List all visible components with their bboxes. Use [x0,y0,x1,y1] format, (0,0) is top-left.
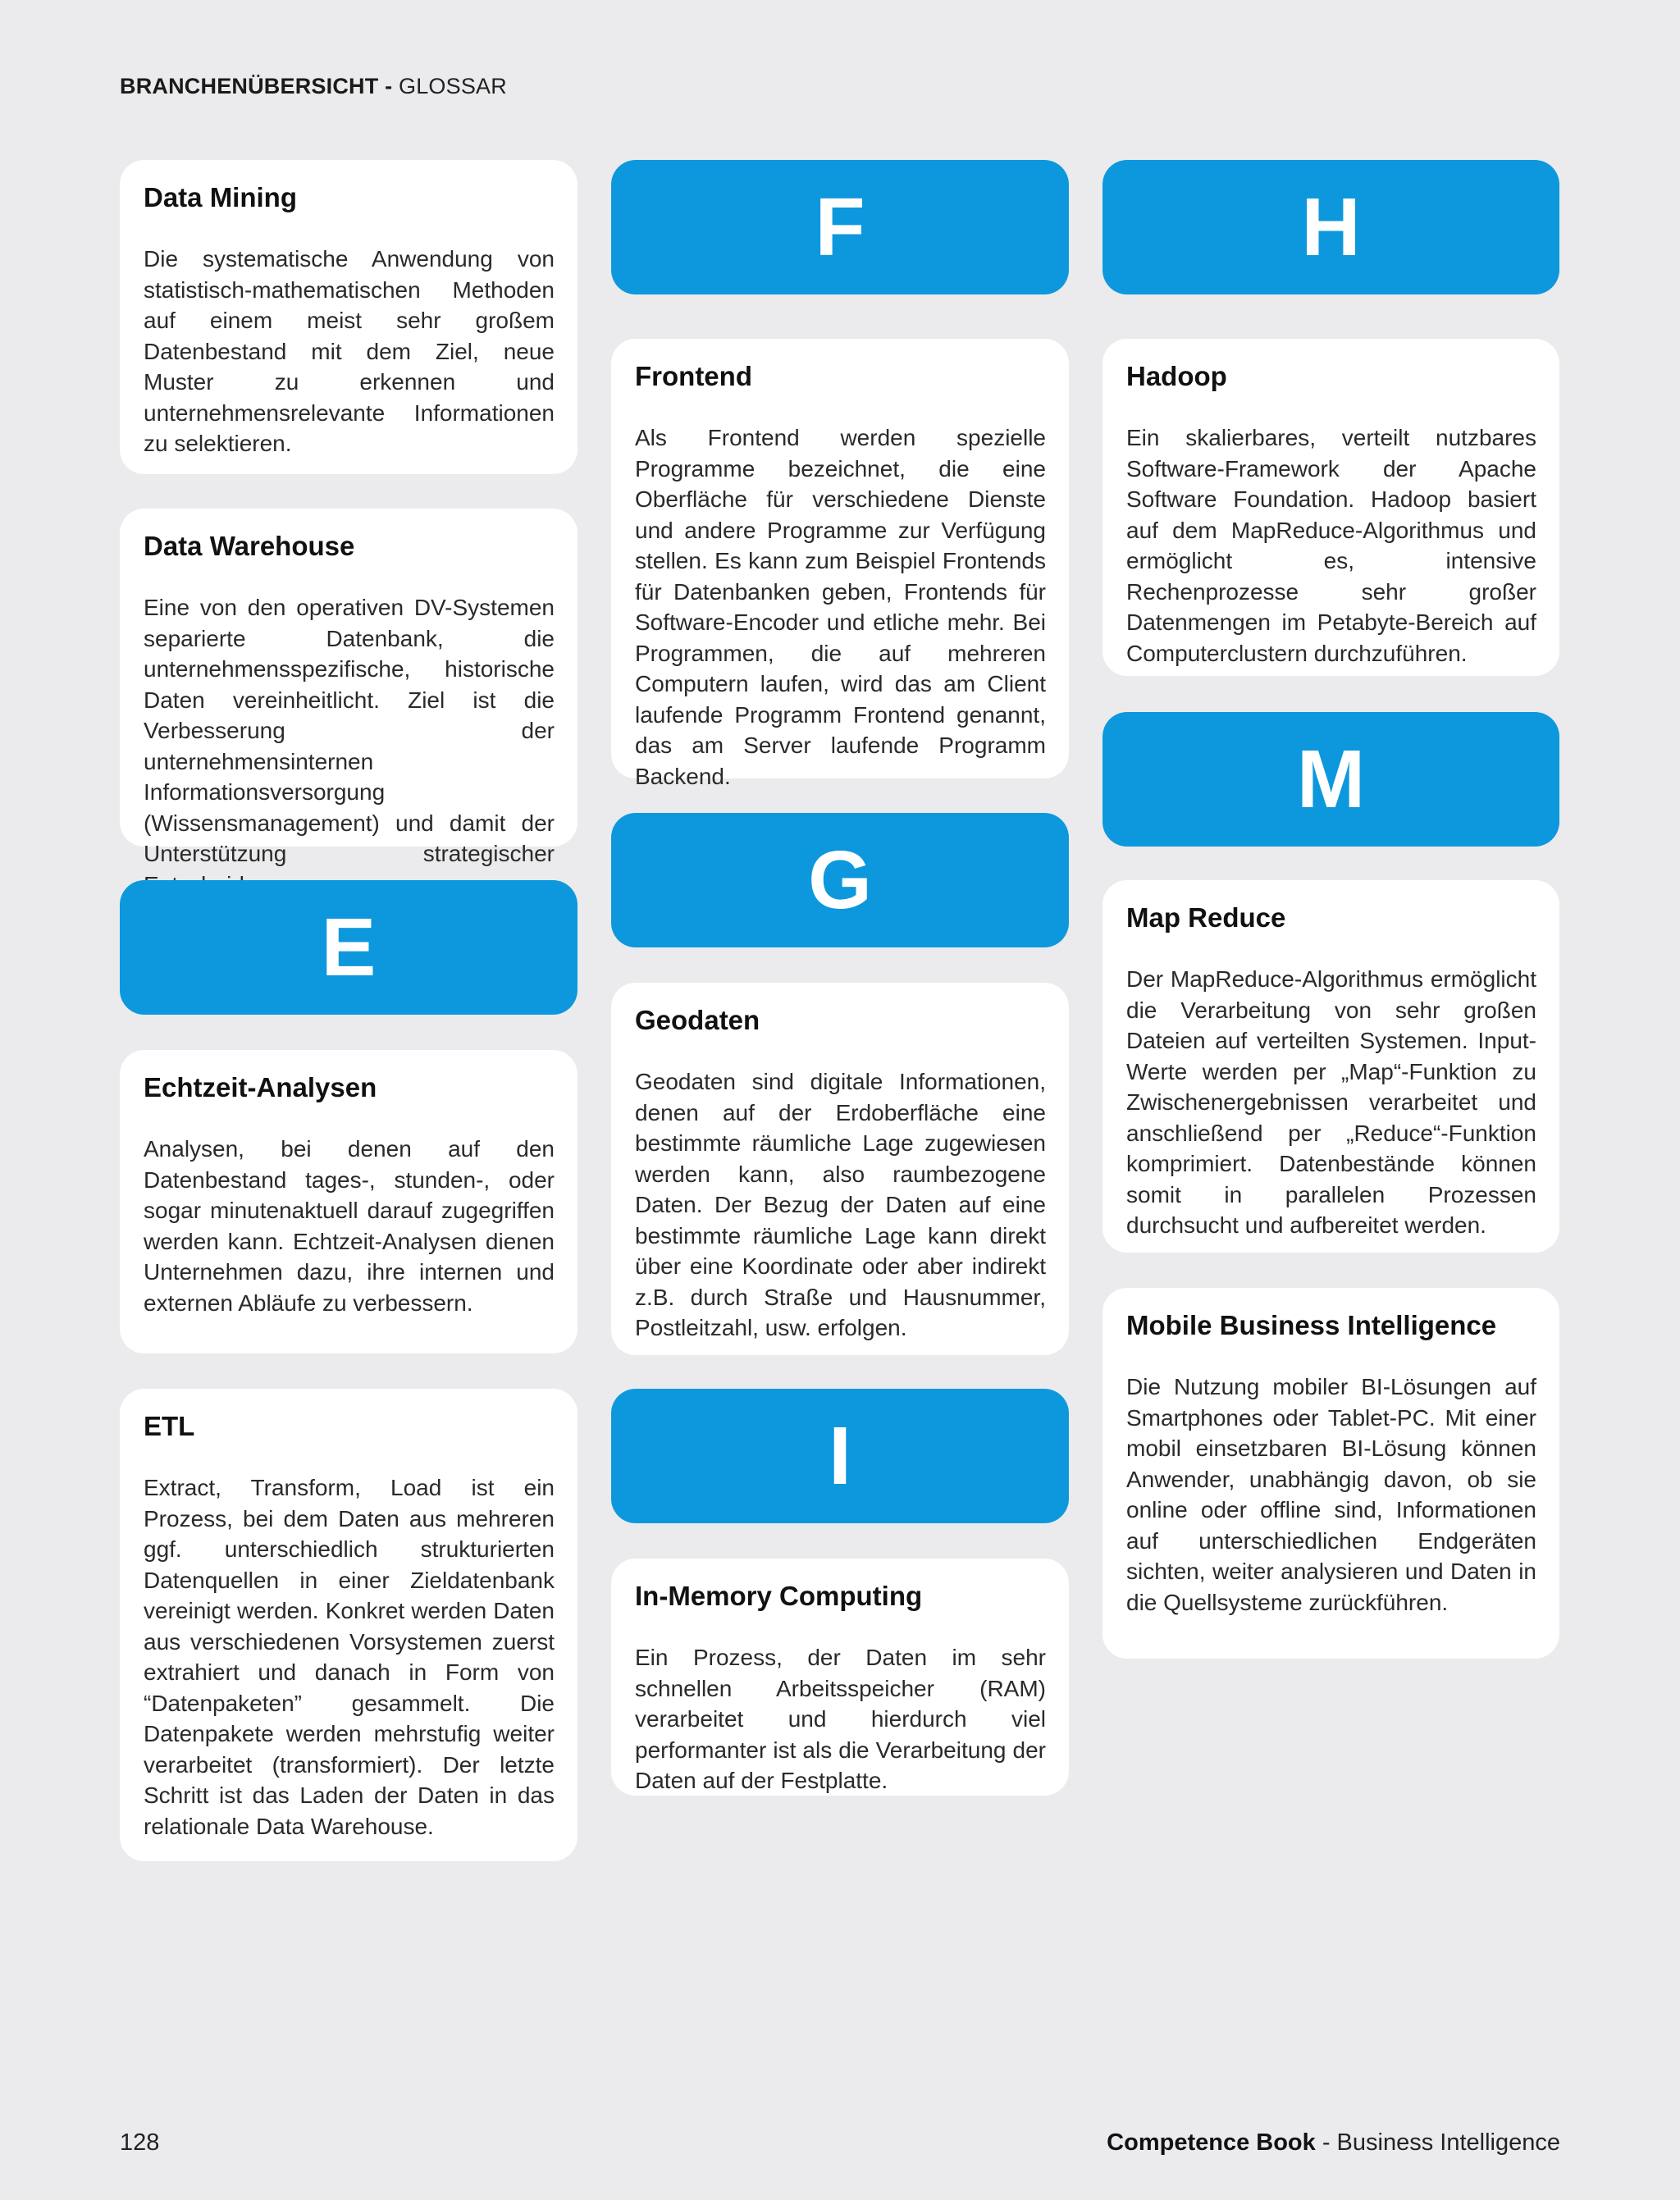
entry-text: Als Frontend werden spezielle Programme bezeichnet, die eine Oberfläche für verschiedene Dienste und andere Programme zur Verfügung stellen. Es kann zum Beispiel Frontends für Datenbanken geben, Frontends für Software-Encoder und etliche mehr. Bei Programmen, die auf mehreren Computern laufen, wird das am Client laufende Programm Frontend genannt, das am Server laufende Programm Backend. [635,425,1046,789]
entry-title: ETL [144,1411,195,1441]
entry-title: Frontend [635,361,752,391]
book-topic: Business Intelligence [1336,2129,1560,2156]
glossary-card-hadoop [1102,339,1559,676]
letter-heading-h: H [1102,160,1559,294]
letter-heading-i: I [611,1389,1069,1523]
header-section: BRANCHENÜBERSICHT [120,74,379,98]
entry-title: In-Memory Computing [635,1581,923,1611]
glossary-card-in-memory-computing [611,1559,1069,1796]
letter-heading-m: M [1102,712,1559,847]
book-title: Competence Book [1107,2129,1316,2156]
entry-text: Eine von den operativen DV-Systemen separierte Datenbank, die unternehmensspezifische, historische Daten vereinheitlicht. Ziel ist die Verbesserung der unternehmensinternen Informationsversorgung (Wissensmanagement) und damit der Unterstützung strategischer [144,595,555,866]
entry-title: Map Reduce [1126,902,1286,933]
entry-text: Extract, Transform, Load ist ein Prozess, bei dem Daten aus mehreren ggf. unterschiedlich strukturierten Datenquellen in einer Zieldatenbank vereinigt werden. Konkret werden Daten aus verschiedenen Vorsystemen zuerst extrahiert und danach in Form von “Datenpaketen” gesammelt. Die Datenpakete werden mehrstufig weiter verarbeitet (transformiert). Der letzte Schritt ist das Laden der Daten in das relationale Data Warehouse. [144,1475,555,1839]
entry-title: Data Mining [144,182,297,212]
entry-text: Der MapReduce-Algorithmus ermöglicht die Verarbeitung von sehr großen Dateien auf verteilten Systemen. Input-Werte werden per „Map“-Funktion zu Zwischenergebnissen verarbeitet und anschließend per „Reduce“-Funktion komprimiert. Datenbestände können somit in parallelen Prozessen durchsucht und aufbereitet werden. [1126,966,1536,1238]
entry-text: Die Nutzung mobiler BI-Lösungen auf Smartphones oder Tablet-PC. Mit einer mobil einsetzbaren BI-Lösung können Anwender, unabhängig davon, ob sie online oder offline sind, Informationen auf unterschiedlichen Endgeräten sichten, weiter analysieren und Daten in die Quellsysteme zurückführen. [1126,1374,1536,1615]
entry-text: Ein skalierbares, verteilt nutzbares Software-Framework der Apache Software Foundation. Hadoop basiert auf dem MapReduce-Algorithmus und ermöglicht es, intensive Rechenprozesse sehr großer Datenmengen im Petabyte-Bereich auf Computerclustern durchzuführen. [1126,425,1536,666]
entry-title: Echtzeit-Analysen [144,1072,377,1102]
entry-title: Geodaten [635,1005,760,1035]
footer-separator: - [1315,2129,1337,2156]
glossary-card-map-reduce [1102,880,1559,1253]
entry-title: Mobile Business Intelligence [1126,1310,1497,1340]
letter-heading-f: F [611,160,1069,294]
glossary-card-frontend [611,339,1069,789]
glossary-card-data-mining [120,160,578,474]
glossary-card-geodaten [611,983,1069,1355]
entry-text: Analysen, bei denen auf den Datenbestand tages-, stunden-, oder sogar minutenaktuell darauf zugegriffen werden kann. Echtzeit-Analysen dienen Unternehmen dazu, ihre internen und externen Abläufe zu verbessern. [144,1136,555,1316]
page-number: 128 [120,2129,160,2156]
entry-title: Hadoop [1126,361,1227,391]
glossary-card-data-warehouse [120,509,578,866]
glossary-card-echtzeit-analysen [120,1050,578,1353]
header-subsection: GLOSSAR [399,74,507,98]
entry-title: Data Warehouse [144,531,355,561]
glossary-card-mobile-business-intelligence [1102,1288,1559,1659]
entry-text: Ein Prozess, der Daten im sehr schnellen Arbeitsspeicher (RAM) verarbeitet und hierdurch viel performanter ist als die Verarbeitung der Daten auf der Festplatte. [635,1645,1046,1793]
letter-heading-e: E [120,880,578,1015]
glossary-card-etl [120,1389,578,1861]
letter-heading-g: G [611,813,1069,947]
page-header [120,74,507,99]
entry-text: Die systematische Anwendung von statistisch-mathematischen Methoden auf einem meist sehr großem Datenbestand mit dem Ziel, neue Muster zu erkennen und unternehmensrelevante Informationen zu selektieren. [144,246,555,456]
entry-text: Geodaten sind digitale Informationen, denen auf der Erdoberfläche eine bestimmte räumliche Lage zugewiesen werden kann, also raumbezogene Daten. Der Bezug der Daten auf eine bestimmte räumliche Lage kann direkt über eine Koordinate oder aber indirekt z.B. durch Straße und Hausnummer, Postleitzahl, usw. erfolgen. [635,1069,1046,1340]
footer-book-title [1107,2129,1560,2157]
header-separator: - [378,74,399,98]
